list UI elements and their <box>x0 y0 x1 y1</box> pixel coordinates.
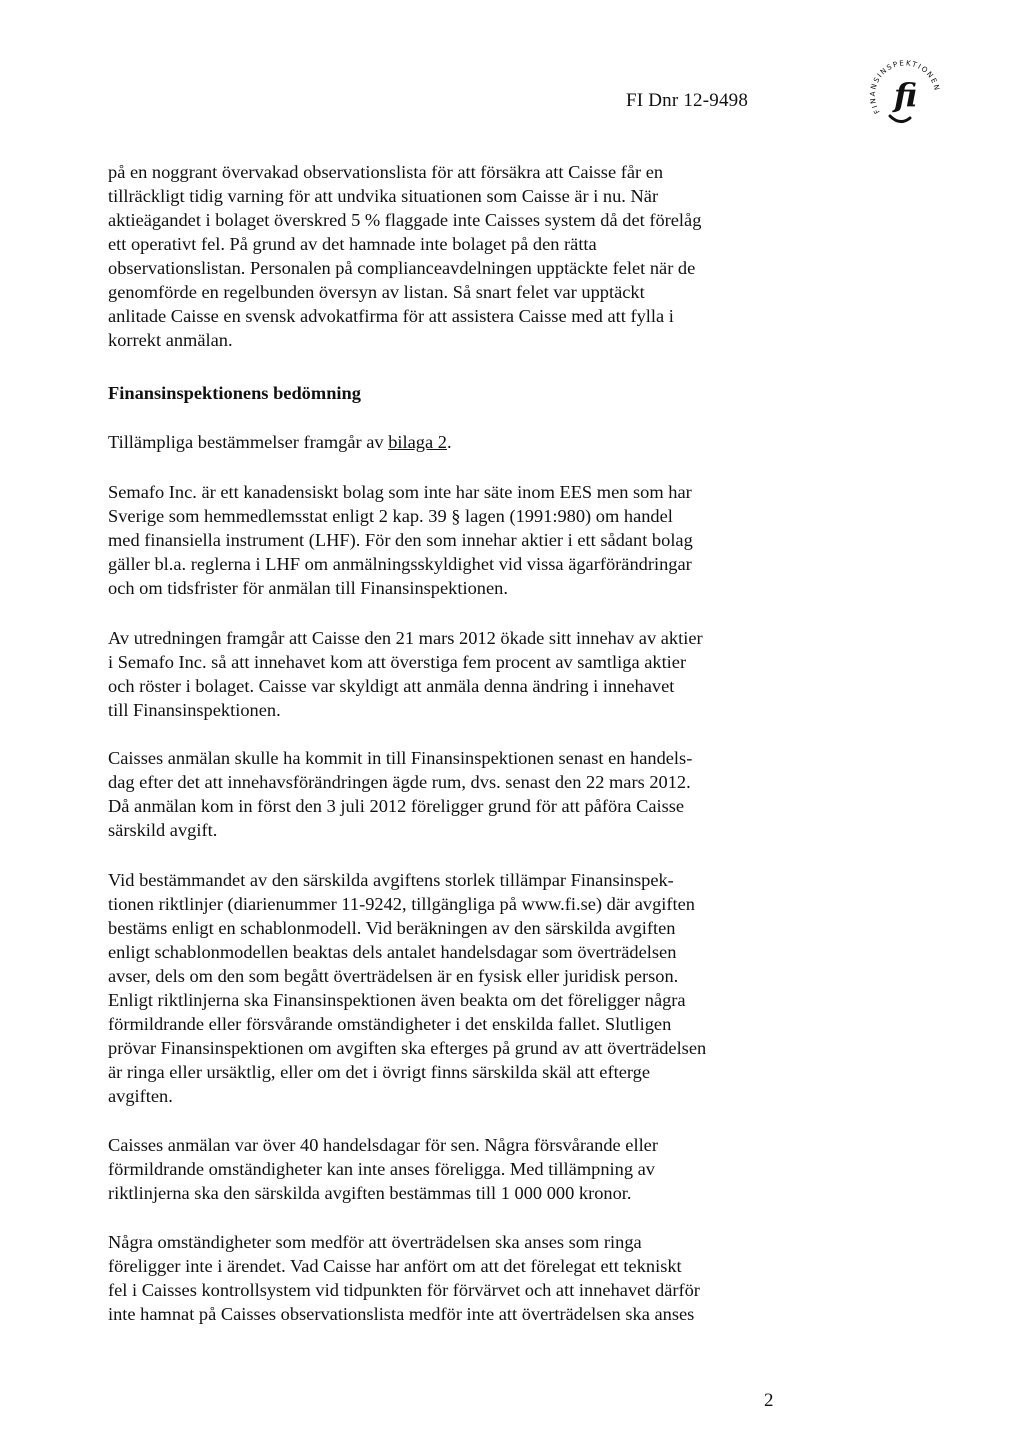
text-line: dag efter det att innehavsförändringen ägde rum, dvs. senast den 22 mars 2012. <box>108 772 691 792</box>
applicable-provisions-suffix: . <box>446 432 452 452</box>
text-line: föreligger inte i ärendet. Vad Caisse har anfört om att det förelegat ett tekniskt <box>108 1256 682 1276</box>
text-line: förmildrande omständigheter kan inte anses föreligga. Med tillämpning av <box>108 1159 655 1179</box>
text-line: till Finansinspektionen. <box>108 700 281 720</box>
text-line: och röster i bolaget. Caisse var skyldigt att anmäla denna ändring i innehavet <box>108 676 675 696</box>
text-line: tillräckligt tidig varning för att undvika situationen som Caisse är i nu. När <box>108 186 659 206</box>
paragraph-semafo <box>108 480 693 600</box>
paragraph-fee-amount <box>108 1133 658 1205</box>
logo-mark: fi <box>894 76 918 114</box>
document-reference-number: FI Dnr 12-9498 <box>626 90 749 111</box>
page-number: 2 <box>764 1390 774 1411</box>
text-line: riktlinjerna ska den särskilda avgiften bestämmas till 1 000 000 kronor. <box>108 1183 632 1203</box>
text-line: avser, dels om den som begått överträdelsen är en fysisk eller juridisk person. <box>108 966 679 986</box>
text-line: gäller bl.a. reglerna i LHF om anmälningsskyldighet vid vissa ägarförändringar <box>108 554 692 574</box>
applicable-provisions-text: Tillämpliga bestämmelser framgår av <box>108 432 389 452</box>
text-line: i Semafo Inc. så att innehavet kom att överstiga fem procent av samtliga aktier <box>108 652 687 672</box>
text-line: Vid bestämmandet av den särskilda avgiftens storlek tillämpar Finansinspek- <box>108 870 674 890</box>
fi-logo-graphic <box>860 44 950 134</box>
text-line: prövar Finansinspektionen om avgiften ska efterges på grund av att överträdelsen <box>108 1038 707 1058</box>
text-line: förmildrande eller försvårande omständigheter i det enskilda fallet. Slutligen <box>108 1014 672 1034</box>
text-line: Caisses anmälan var över 40 handelsdagar för sen. Några försvårande eller <box>108 1135 658 1155</box>
paragraph-mitigating-circumstances <box>108 1230 700 1326</box>
appendix-reference: bilaga 2 <box>388 432 447 452</box>
text-line: ett operativt fel. På grund av det hamnade inte bolaget på den rätta <box>108 234 597 254</box>
text-line: aktieägandet i bolaget överskred 5 % flaggade inte Caisses system då det förelåg <box>108 210 702 230</box>
section-heading: Finansinspektionens bedömning <box>108 383 361 403</box>
text-line: korrekt anmälan. <box>108 330 233 350</box>
paragraph-fee-guidelines <box>108 868 706 1108</box>
text-line: Enligt riktlinjerna ska Finansinspektionen även beakta om det föreligger några <box>108 990 686 1010</box>
text-line: är ringa eller ursäktlig, eller om det i övrigt finns särskilda skäl att efterge <box>108 1062 651 1082</box>
text-line: och om tidsfrister för anmälan till Finansinspektionen. <box>108 578 508 598</box>
text-line: tionen riktlinjer (diarienummer 11-9242, tillgängliga på www.fi.se) där avgiften <box>108 894 695 914</box>
text-line: Då anmälan kom in först den 3 juli 2012 föreligger grund för att påföra Caisse <box>108 796 685 816</box>
text-line: bestäms enligt en schablonmodell. Vid beräkningen av den särskilda avgiften <box>108 918 676 938</box>
paragraph-notification-deadline <box>108 746 692 842</box>
text-line: genomförde en regelbunden översyn av listan. Så snart felet var upptäckt <box>108 282 645 302</box>
text-line: Några omständigheter som medför att överträdelsen ska anses som ringa <box>108 1232 642 1252</box>
text-line: Sverige som hemmedlemsstat enligt 2 kap. 39 § lagen (1991:980) om handel <box>108 506 673 526</box>
text-line: Caisses anmälan skulle ha kommit in till Finansinspektionen senast en handels- <box>108 748 693 768</box>
text-line: med finansiella instrument (LHF). För den som innehar aktier i ett sådant bolag <box>108 530 693 550</box>
text-line: särskild avgift. <box>108 820 218 840</box>
text-line: Av utredningen framgår att Caisse den 21 mars 2012 ökade sitt innehav av aktier <box>108 628 703 648</box>
text-line: på en noggrant övervakad observationslista för att försäkra att Caisse får en <box>108 162 664 182</box>
fi-logo-icon <box>860 44 950 134</box>
text-line: Semafo Inc. är ett kanadensiskt bolag som inte har säte inom EES men som har <box>108 482 692 502</box>
text-line: observationslistan. Personalen på complianceavdelningen upptäckte felet när de <box>108 258 696 278</box>
paragraph-observation-list <box>108 160 701 352</box>
paragraph-investigation <box>108 626 703 722</box>
text-line: fel i Caisses kontrollsystem vid tidpunkten för förvärvet och att innehavet därför <box>108 1280 700 1300</box>
logo-ring-text: FINANSINSPEKTIONEN <box>867 58 942 116</box>
text-line: avgiften. <box>108 1086 173 1106</box>
text-line: anlitade Caisse en svensk advokatfirma för att assistera Caisse med att fylla i <box>108 306 674 326</box>
text-line: enligt schablonmodellen beaktas dels antalet handelsdagar som överträdelsen <box>108 942 677 962</box>
applicable-provisions-line <box>108 430 452 454</box>
text-line: inte hamnat på Caisses observationslista medför inte att överträdelsen ska anses <box>108 1304 695 1324</box>
